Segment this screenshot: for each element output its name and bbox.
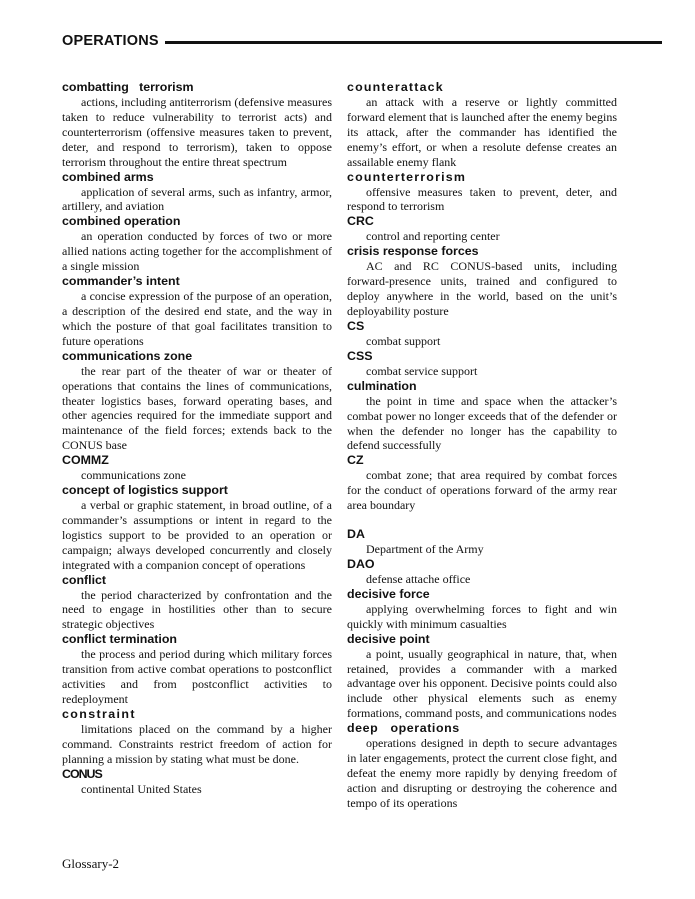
glossary-term: CONUS — [62, 766, 102, 781]
glossary-definition: Department of the Army — [366, 542, 484, 557]
glossary-definition: control and reporting center — [366, 229, 500, 244]
glossary-definition: a verbal or graphic statement, in broad outline, of a commander’s assumptions or intent in regard to the logistics support to be provided to an operation or campaign; always developed concurrently and closely integrated with a companion concept of operations — [62, 498, 332, 572]
glossary-definition: operations designed in depth to secure advantages in later engagements, protect the current close fight, and defeat the enemy more rapidly by denying freedom of action and disrupting or destroying the coherence and tempo of its operations — [347, 736, 617, 810]
glossary-definition: limitations placed on the command by a higher command. Constraints restrict freedom of action for planning a mission by stating what must be done. — [62, 721, 332, 766]
glossary-definition: actions, including antiterrorism (defensive measures taken to reduce vulnerability to terrorist acts) and counterterrorism (offensive measures taken to prevent, deter, and respond to terrorism), taken to oppose terrorism throughout the entire threat spectrum — [62, 95, 332, 169]
glossary-entry — [347, 632, 617, 722]
glossary-entry — [62, 170, 332, 215]
glossary-term: counterterrorism — [347, 169, 467, 184]
glossary-definition: an attack with a reserve or lightly committed forward element that is launched after the enemy begins its attack, after the commander has identified the enemy’s effort, or when a resolute defense creates an assailable enemy flank — [347, 95, 617, 169]
glossary-definition: defense attache office — [366, 571, 471, 586]
glossary-entry — [62, 80, 332, 170]
header-rule — [165, 41, 662, 44]
glossary-entry — [62, 214, 332, 274]
glossary-column-left — [62, 80, 332, 797]
glossary-entry — [347, 214, 617, 244]
glossary-definition: a concise expression of the purpose of an operation, a description of the desired end state, and the way in which the posture of that goal facilitates transition to future operations — [62, 289, 332, 348]
glossary-term: communications zone — [62, 348, 193, 363]
header-title: OPERATIONS — [62, 33, 159, 49]
glossary-entry — [347, 244, 617, 319]
running-header — [62, 30, 662, 52]
glossary-term: CRC — [347, 214, 374, 229]
glossary-entry — [62, 274, 332, 349]
glossary-term: decisive point — [347, 631, 430, 646]
glossary-definition: an operation conducted by forces of two or more allied nations acting together for the accomplishment of a single mission — [62, 229, 332, 274]
glossary-term: constraint — [62, 706, 136, 721]
glossary-entry — [347, 379, 617, 454]
glossary-definition: the rear part of the theater of war or theater of operations that contains the lines of communications, theater logistics bases, forward operating bases, and other agencies required for the immediate support and maintenance of the field forces; extends back to the CONUS base — [62, 363, 332, 453]
glossary-definition: a point, usually geographical in nature, that, when retained, provides a commander with a marked advantage over his opponent. Decisive points could also include other physical elements such as enemy formations, command posts, and communications nodes — [347, 646, 617, 721]
glossary-term: combined arms — [62, 169, 154, 184]
glossary-entry — [347, 527, 617, 557]
glossary-term: decisive force — [347, 586, 430, 601]
glossary-term: combatting terrorism — [62, 80, 194, 94]
glossary-term: CS — [347, 318, 365, 333]
glossary-column-right — [347, 80, 617, 811]
section-gap — [347, 513, 617, 527]
glossary-definition: AC and RC CONUS-based units, including forward-presence units, trained and configured to deploy anywhere in the world, based on the unit’s deployability posture — [347, 259, 617, 318]
glossary-definition: communications zone — [81, 468, 186, 483]
glossary-definition: offensive measures taken to prevent, deter, and respond to terrorism — [347, 184, 617, 214]
glossary-definition: application of several arms, such as infantry, armor, artillery, and aviation — [62, 184, 332, 214]
glossary-term: deep operations — [347, 721, 460, 736]
glossary-entry — [62, 707, 332, 767]
glossary-definition: applying overwhelming forces to fight and win quickly with minimum casualties — [347, 601, 617, 631]
glossary-term: CSS — [347, 348, 373, 363]
glossary-definition: the period characterized by confrontation and the need to engage in hostilities other than to secure strategic objectives — [62, 587, 332, 632]
glossary-entry — [347, 170, 617, 215]
glossary-definition: the point in time and space when the attacker’s combat power no longer exceeds that of the defender or when the defender no longer has the capability to defend successfully — [347, 393, 617, 453]
glossary-definition: combat service support — [366, 363, 478, 378]
glossary-entry — [347, 587, 617, 632]
glossary-entry — [347, 721, 617, 811]
glossary-term: COMMZ — [62, 453, 109, 468]
glossary-term: concept of logistics support — [62, 483, 228, 498]
glossary-entry — [62, 453, 332, 483]
glossary-definition: combat support — [366, 333, 441, 348]
glossary-definition: combat zone; that area required by combat forces for the conduct of operations forward of the army rear area boundary — [347, 468, 617, 513]
glossary-term: commander’s intent — [62, 274, 180, 289]
glossary-entry — [62, 573, 332, 633]
glossary-entry — [62, 483, 332, 573]
glossary-entry — [347, 80, 617, 170]
glossary-entry — [347, 319, 617, 349]
glossary-definition: the process and period during which military forces transition from active combat operations to postconflict activities and from postconflict activities to redeployment — [62, 647, 332, 706]
glossary-entry — [62, 349, 332, 453]
glossary-definition: continental United States — [81, 781, 202, 796]
glossary-term: conflict termination — [62, 632, 177, 647]
glossary-term: conflict — [62, 572, 107, 587]
glossary-entry — [347, 453, 617, 513]
glossary-term: DA — [347, 527, 365, 542]
glossary-term: culmination — [347, 378, 417, 393]
page-number: Glossary-2 — [62, 856, 120, 871]
glossary-entry — [347, 349, 617, 379]
glossary-term: crisis response forces — [347, 244, 479, 259]
glossary-entry — [62, 632, 332, 707]
glossary-term: combined operation — [62, 214, 181, 229]
glossary-entry — [347, 557, 617, 587]
glossary-term: DAO — [347, 556, 375, 571]
glossary-term: counterattack — [347, 80, 444, 94]
glossary-entry — [62, 767, 332, 797]
glossary-term: CZ — [347, 453, 364, 468]
